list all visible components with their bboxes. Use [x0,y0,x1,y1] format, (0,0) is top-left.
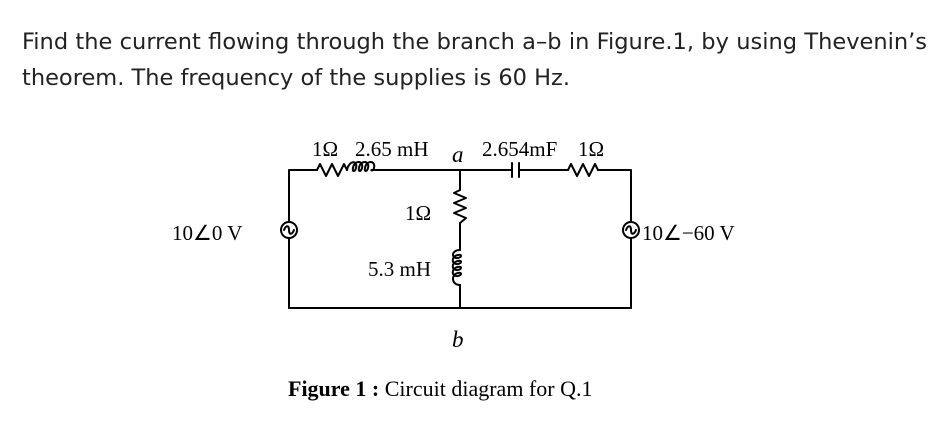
label-top-left-inductor: 2.65 mH [355,137,429,161]
label-node-b: b [452,327,464,352]
wire-top-left [289,170,317,222]
question-text: Find the current flowing through the branch a–b in Figure.1, by using Thevenin’s theorem. The frequency of the supplies is 60 Hz. [22,29,927,91]
resistor-top-left-symbol [317,164,347,176]
inductor-top-left-symbol [347,162,398,171]
label-middle-resistor: 1Ω [405,201,432,225]
right-ac-source-wave [626,226,636,234]
figure-caption [288,376,592,402]
figure-caption-text: Circuit diagram for Q.1 [384,376,593,401]
label-middle-inductor: 5.3 mH [368,257,431,281]
wire-top-right [598,170,631,222]
label-top-left-resistor: 1Ω [312,137,339,161]
label-right-source: 10∠−60 V [642,221,735,245]
label-left-source: 10∠0 V [172,221,243,245]
resistor-top-right-symbol [568,164,598,176]
left-ac-source-wave [284,226,294,234]
inductor-middle-symbol [453,250,461,285]
label-top-right-capacitor: 2.654mF [482,137,558,161]
label-top-right-resistor: 1Ω [578,137,605,161]
label-node-a: a [452,142,464,167]
figure-caption-label: Figure 1 : [288,376,380,401]
resistor-middle-symbol [454,190,466,223]
